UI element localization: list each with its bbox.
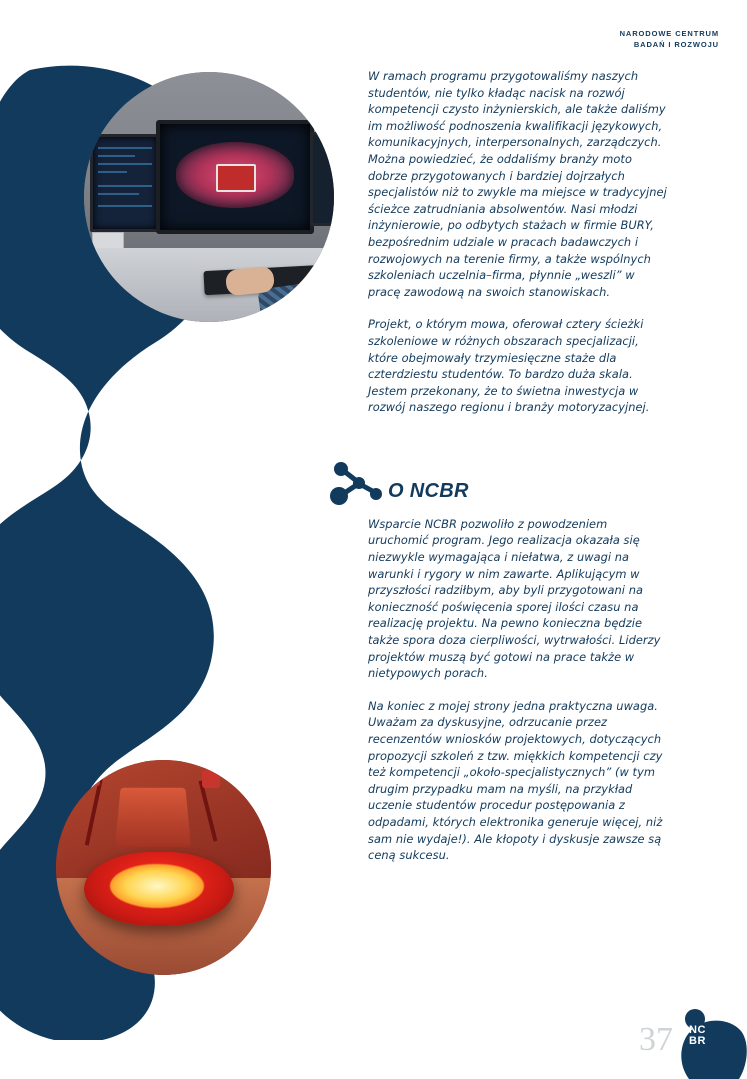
device-light-glow bbox=[110, 864, 204, 908]
cad-model-core bbox=[216, 164, 256, 192]
monitor-main bbox=[156, 120, 314, 234]
clip-left bbox=[82, 768, 100, 786]
device-stand bbox=[115, 788, 191, 847]
photo-lab-device bbox=[56, 760, 271, 975]
page-number: 37 bbox=[639, 1021, 673, 1058]
monitor-left bbox=[90, 134, 160, 232]
paragraph: Wsparcie NCBR pozwoliło z powodzeniem uruchomić program. Jego realizacja okazała się niezwykle wymagająca i niełatwa, z uwagi na warunki i rygory w nim zawarte. Aplikującym w przyszłości radziłbym, aby byli przygotowani na konieczność poświęcenia sporej ilości czasu na realizację projektu. Na pewno konieczna będzie także spora doza cierpliwości, wytrwałości. Liderzy projektów muszą być gotowi na prace także w nietypowych porach. bbox=[368, 516, 661, 681]
photo-students-workstation bbox=[84, 72, 334, 322]
molecule-icon bbox=[330, 462, 384, 514]
ncbr-logo-text bbox=[689, 1025, 706, 1047]
clip-right bbox=[202, 770, 220, 788]
ncbr-logo bbox=[675, 1003, 747, 1079]
brand-line-2: BADAŃ I ROZWOJU bbox=[633, 40, 719, 49]
section-title: O NCBR bbox=[388, 480, 469, 502]
ncbr-logo-line-1: NC bbox=[689, 1024, 706, 1036]
cad-model bbox=[176, 142, 294, 208]
section-heading-block bbox=[330, 462, 670, 518]
brand-header bbox=[620, 28, 719, 50]
paragraph: Projekt, o którym mowa, oferował cztery ścieżki szkoleniowe w różnych obszarach specjalizacji, które obejmowały trzymiesięczne staże dla czterdziestu studentów. To bardzo duża skala. Jestem przekonany, że to świetna inwestycja w rozwój naszego regionu i branży motoryzacyjnej. bbox=[368, 317, 650, 415]
ncbr-logo-line-2: BR bbox=[689, 1035, 706, 1047]
paragraph: W ramach programu przygotowaliśmy naszych studentów, nie tylko kładąc nacisk na rozwój kompetencji czysto inżynierskich, ale także daliśmy im możliwość podnoszenia kwalifikacji językowych, komunikacyjnych, interpersonalnych, zarządczych. Można powiedzieć, że oddaliśmy branży moto dobrze przygotowanych i bardziej dojrzałych specjalistów niż to zwykle ma miejsce w tradycyjnej ścieżce zatrudniania absolwentów. Nasi młodzi inżynierowie, po odbytych stażach w firmie BURY, bezpośrednim udziale w pracach badawczych i rozwojowych na terenie firmy, a także wspólnych szkoleniach uczelnia–firma, płynnie „weszli” w pracę zawodową na swoich stanowiskach. bbox=[368, 69, 667, 299]
paragraph: Na koniec z mojej strony jedna praktyczna uwaga. Uważam za dyskusyjne, odrzucanie przez recenzentów wniosków projektowych, dotyczących propozycji szkoleń z tzw. miękkich kompetencji czy też kompetencji „około-specjalistycznych” (w tym drugim przypadku mam na myśli, na przykład uczenie studentów procedur postępowania z odpadami, których elektronika generuje więcej, niż sam nie wydaje!). Ale kłopoty i dyskusje zawsze są ceną sukcesu. bbox=[368, 698, 663, 863]
brand-line-1: NARODOWE CENTRUM bbox=[619, 29, 719, 38]
monitor-right bbox=[310, 132, 334, 226]
